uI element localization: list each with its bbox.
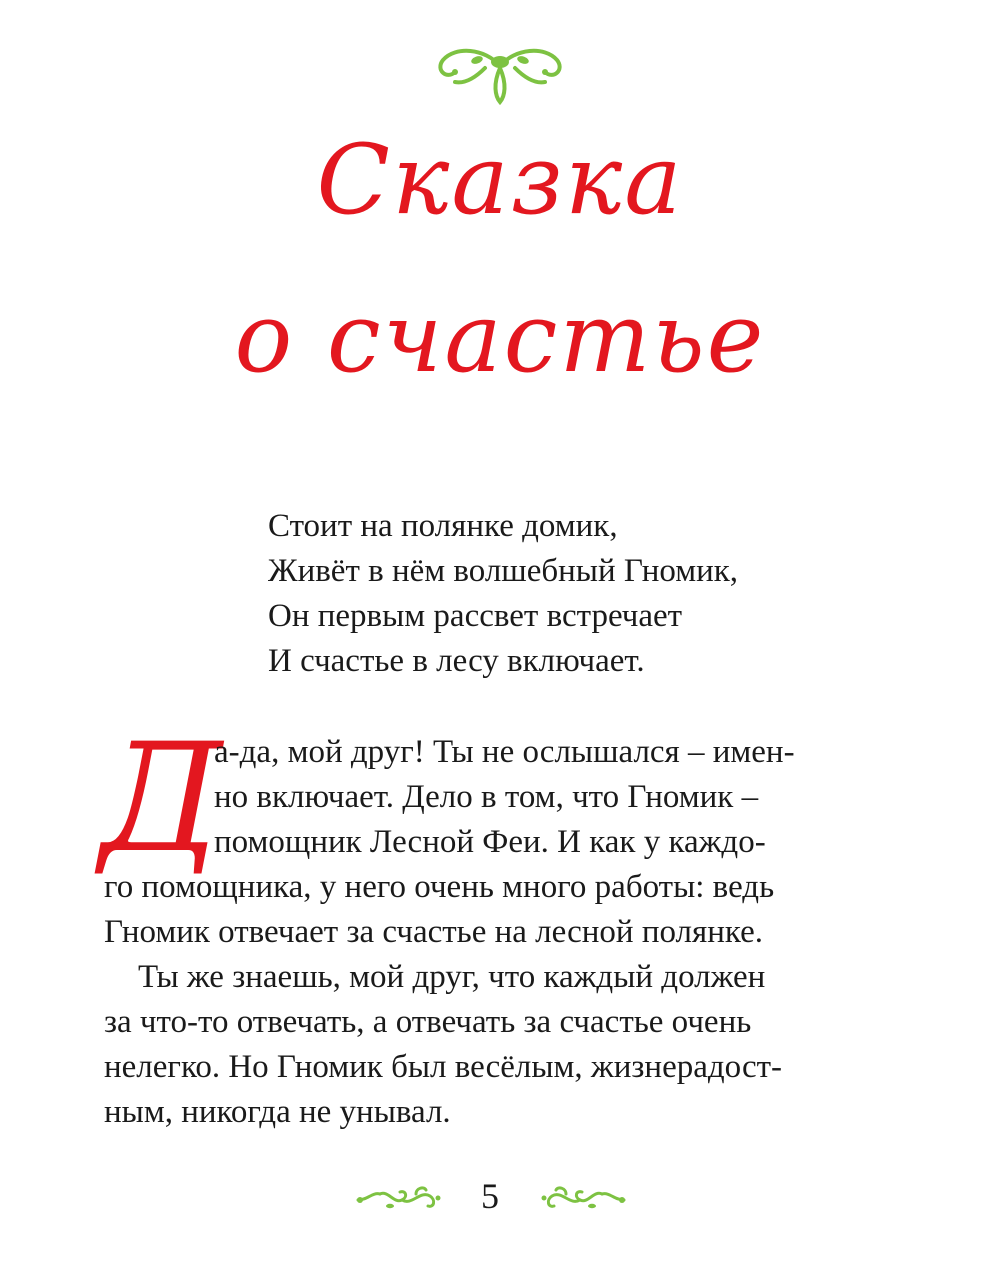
story-line: Ты же знаешь, мой друг, что каждый должен [138,959,766,995]
swirl-right-icon [538,1180,628,1216]
swirl-left-icon [354,1180,444,1216]
story-line: ным, никогда не унывал. [104,1094,451,1130]
drop-cap: Д [100,712,222,886]
story-line: го помощника, у него очень много работы: ведь [104,869,775,905]
story-line: нелегко. Но Гномик был весёлым, жизнерадост- [104,1049,783,1085]
story-line: помощник Лесной Феи. И как у каждо- [214,824,766,860]
poem [268,504,908,684]
poem-line: Стоит на полянке домик, [268,508,618,544]
story-line: а-да, мой друг! Ты не ослышался – имен- [214,734,795,770]
poem-line: Живёт в нём волшебный Гномик, [268,553,739,589]
poem-line: Он первым рассвет встречает [268,598,683,634]
story-line: но включает. Дело в том, что Гномик – [214,779,759,815]
poem-line: И счастье в лесу включает. [268,643,645,679]
page-footer [0,1170,1000,1230]
story-text [104,730,870,1135]
title-line-1: Сказка [316,124,684,236]
ornament-flourish-icon [425,38,575,108]
title-line-2: о счастье [234,282,766,394]
story-line: за что-то отвечать, а отвечать за счастье очень [104,1004,752,1040]
story-line: Гномик отвечает за счастье на лесной полянке. [104,914,763,950]
page-number: 5 [481,1176,499,1216]
